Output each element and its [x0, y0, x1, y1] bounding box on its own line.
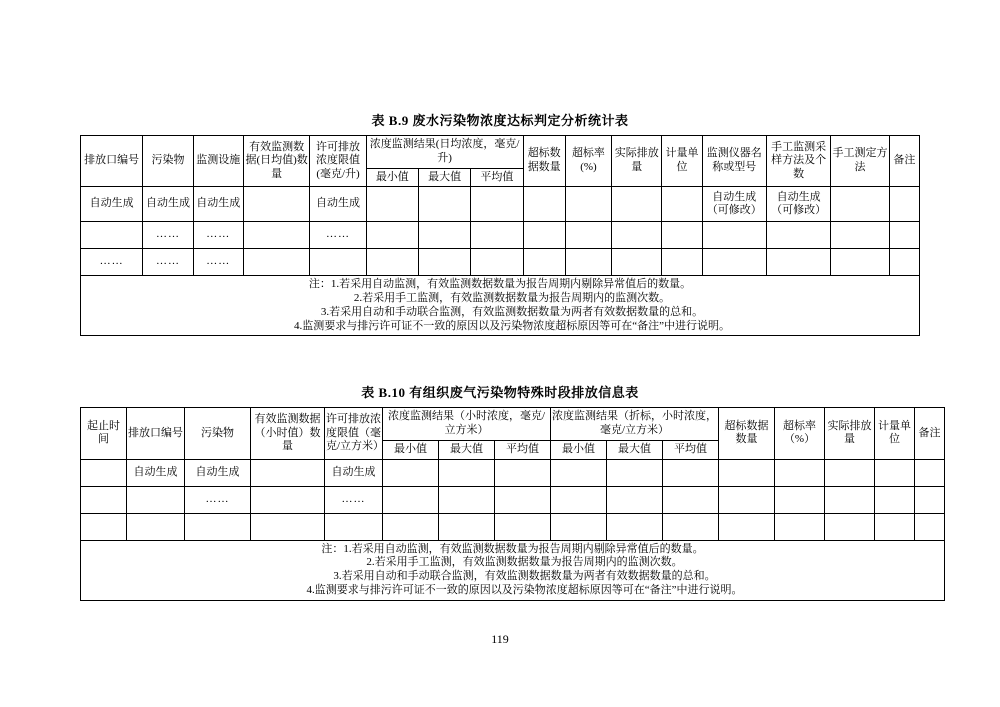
cell-unit[interactable] — [662, 222, 702, 249]
note-line: 3.若采用自动和手动联合监测，有效监测数据数量为两者有效数据数量的总和。 — [333, 570, 716, 582]
cell-min-2[interactable] — [551, 486, 607, 513]
cell-pollutant[interactable]: …… — [143, 249, 193, 276]
table-row — [81, 486, 945, 513]
cell-outlet-no[interactable]: …… — [81, 249, 143, 276]
cell-pollutant[interactable]: 自动生成 — [185, 459, 251, 486]
cell-max-2[interactable] — [607, 513, 663, 540]
th-actual-emission: 实际排放量 — [825, 408, 875, 459]
cell-exceed-count[interactable] — [719, 459, 775, 486]
cell-exceed-rate[interactable] — [775, 486, 825, 513]
table-spacer — [80, 336, 920, 382]
cell-avg[interactable] — [471, 249, 523, 276]
th-outlet-no: 排放口编号 — [127, 408, 185, 459]
cell-facility[interactable]: …… — [193, 222, 243, 249]
cell-exceed-rate[interactable] — [775, 459, 825, 486]
cell-min-2[interactable] — [551, 513, 607, 540]
cell-avg-2[interactable] — [663, 513, 719, 540]
th-unit: 计量单位 — [875, 408, 915, 459]
cell-actual-emission[interactable] — [825, 486, 875, 513]
th-avg-1: 平均值 — [495, 440, 551, 459]
cell-facility[interactable]: …… — [193, 249, 243, 276]
table-b10-notes — [81, 540, 945, 600]
cell-max[interactable] — [418, 222, 470, 249]
cell-instrument[interactable]: 自动生成（可修改） — [702, 187, 766, 222]
th-conc-group: 浓度监测结果(日均浓度，毫克/升) — [366, 136, 523, 169]
cell-max-1[interactable] — [439, 486, 495, 513]
th-conc-group-1: 浓度监测结果（小时浓度，毫克/立方米） — [383, 408, 551, 441]
cell-time-range[interactable] — [81, 459, 127, 486]
cell-avg-1[interactable] — [495, 486, 551, 513]
cell-valid-count[interactable] — [243, 222, 309, 249]
cell-avg[interactable] — [471, 187, 523, 222]
cell-valid-count[interactable] — [243, 187, 309, 222]
th-unit: 计量单位 — [662, 136, 702, 187]
cell-outlet-no[interactable]: 自动生成 — [127, 459, 185, 486]
cell-unit[interactable] — [875, 459, 915, 486]
cell-manual-method[interactable] — [766, 222, 830, 249]
cell-max-2[interactable] — [607, 459, 663, 486]
cell-valid-count[interactable] — [251, 486, 325, 513]
th-exceed-count: 超标数据数量 — [719, 408, 775, 459]
cell-unit[interactable] — [662, 249, 702, 276]
cell-manual-method[interactable] — [766, 249, 830, 276]
cell-outlet-no[interactable]: 自动生成 — [81, 187, 143, 222]
table-row — [81, 513, 945, 540]
th-facility: 监测设施 — [193, 136, 243, 187]
cell-permit-limit[interactable] — [310, 249, 366, 276]
cell-min-2[interactable] — [551, 459, 607, 486]
cell-max-1[interactable] — [439, 459, 495, 486]
th-max-2: 最大值 — [607, 440, 663, 459]
table-b9-notes-row — [81, 276, 920, 336]
cell-exceed-count[interactable] — [719, 513, 775, 540]
th-exceed-count: 超标数据数量 — [523, 136, 565, 187]
th-instrument: 监测仪器名称或型号 — [702, 136, 766, 187]
cell-valid-count[interactable] — [243, 249, 309, 276]
th-pollutant: 污染物 — [185, 408, 251, 459]
note-line: 4.监测要求与排污许可证不一致的原因以及污染物浓度超标原因等可在“备注”中进行说明。 — [293, 319, 730, 332]
cell-permit-limit[interactable]: 自动生成 — [310, 187, 366, 222]
th-avg: 平均值 — [471, 168, 523, 187]
table-b9-notes — [81, 276, 920, 336]
cell-exceed-count[interactable] — [523, 187, 565, 222]
cell-exceed-rate[interactable] — [565, 222, 611, 249]
cell-exceed-rate[interactable] — [565, 187, 611, 222]
page-number: 119 — [491, 632, 509, 646]
th-exceed-rate: 超标率(%) — [565, 136, 611, 187]
cell-pollutant[interactable]: 自动生成 — [143, 187, 193, 222]
cell-actual-emission[interactable] — [825, 513, 875, 540]
table-row — [81, 249, 920, 276]
cell-permit-limit[interactable]: …… — [325, 486, 383, 513]
th-exceed-rate: 超标率（%） — [775, 408, 825, 459]
cell-avg-2[interactable] — [663, 486, 719, 513]
th-manual-determination: 手工测定方法 — [831, 136, 889, 187]
cell-pollutant[interactable]: …… — [143, 222, 193, 249]
table-b10-title: 表 B.10 有组织废气污染物特殊时段排放信息表 — [361, 385, 639, 401]
cell-unit[interactable] — [662, 187, 702, 222]
th-manual-method: 手工监测采样方法及个数 — [766, 136, 830, 187]
cell-manual-determination[interactable] — [831, 222, 889, 249]
th-max: 最大值 — [418, 168, 470, 187]
cell-valid-count[interactable] — [251, 459, 325, 486]
note-line: 注：1.若采用自动监测，有效监测数据数量为报告周期内剔除异常值后的数量。 — [308, 278, 692, 291]
cell-facility[interactable]: 自动生成 — [193, 187, 243, 222]
th-valid-count: 有效监测数据(日均值)数量 — [243, 136, 309, 187]
cell-instrument[interactable] — [702, 222, 766, 249]
cell-remark[interactable] — [915, 486, 945, 513]
table-b9 — [80, 135, 920, 336]
table-row — [81, 459, 945, 486]
th-valid-count: 有效监测数据（小时值）数量 — [251, 408, 325, 459]
cell-min-1[interactable] — [383, 486, 439, 513]
table-b9-title: 表 B.9 废水污染物浓度达标判定分析统计表 — [371, 113, 629, 128]
th-min: 最小值 — [366, 168, 418, 187]
cell-permit-limit[interactable] — [325, 513, 383, 540]
note-line: 注：1.若采用自动监测，有效监测数据数量为报告周期内剔除异常值后的数量。 — [321, 542, 704, 555]
note-line: 3.若采用自动和手动联合监测，有效监测数据数量为两者有效数据数量的总和。 — [320, 305, 704, 318]
th-outlet-no: 排放口编号 — [81, 136, 143, 187]
cell-remark[interactable] — [889, 222, 919, 249]
cell-min-1[interactable] — [383, 459, 439, 486]
cell-actual-emission[interactable] — [612, 222, 662, 249]
cell-avg-1[interactable] — [495, 513, 551, 540]
cell-instrument[interactable] — [702, 249, 766, 276]
th-remark: 备注 — [889, 136, 919, 187]
table-row — [81, 187, 920, 222]
cell-max[interactable] — [418, 249, 470, 276]
note-line: 2.若采用手工监测，有效监测数据数量为报告周期内的监测次数。 — [353, 292, 671, 304]
cell-unit[interactable] — [875, 486, 915, 513]
cell-pollutant[interactable] — [185, 513, 251, 540]
cell-outlet-no[interactable] — [127, 486, 185, 513]
cell-permit-limit[interactable]: …… — [310, 222, 366, 249]
cell-permit-limit[interactable]: 自动生成 — [325, 459, 383, 486]
th-permit-limit: 许可排放浓度限值(毫克/升) — [310, 136, 366, 187]
cell-exceed-count[interactable] — [719, 486, 775, 513]
cell-min[interactable] — [366, 187, 418, 222]
cell-max-1[interactable] — [439, 513, 495, 540]
cell-actual-emission[interactable] — [612, 187, 662, 222]
cell-min[interactable] — [366, 249, 418, 276]
table-b10-notes-row — [81, 540, 945, 600]
table-row — [81, 222, 920, 249]
cell-valid-count[interactable] — [251, 513, 325, 540]
cell-actual-emission[interactable] — [612, 249, 662, 276]
cell-exceed-count[interactable] — [523, 222, 565, 249]
th-pollutant: 污染物 — [143, 136, 193, 187]
cell-exceed-rate[interactable] — [565, 249, 611, 276]
cell-remark[interactable] — [889, 249, 919, 276]
table-b10 — [80, 407, 945, 600]
cell-time-range[interactable] — [81, 486, 127, 513]
cell-exceed-rate[interactable] — [775, 513, 825, 540]
cell-manual-method[interactable]: 自动生成（可修改） — [766, 187, 830, 222]
cell-actual-emission[interactable] — [825, 459, 875, 486]
th-time-range: 起止时间 — [81, 408, 127, 459]
note-line: 2.若采用手工监测，有效监测数据数量为报告周期内的监测次数。 — [366, 556, 683, 569]
th-avg-2: 平均值 — [663, 440, 719, 459]
th-conc-group-2: 浓度监测结果（折标，小时浓度，毫克/立方米） — [551, 408, 719, 441]
cell-unit[interactable] — [875, 513, 915, 540]
cell-remark[interactable] — [915, 513, 945, 540]
cell-time-range[interactable] — [81, 513, 127, 540]
th-actual-emission: 实际排放量 — [612, 136, 662, 187]
cell-avg[interactable] — [471, 222, 523, 249]
cell-outlet-no[interactable] — [81, 222, 143, 249]
cell-outlet-no[interactable] — [127, 513, 185, 540]
th-max-1: 最大值 — [439, 440, 495, 459]
cell-avg-1[interactable] — [495, 459, 551, 486]
cell-min-1[interactable] — [383, 513, 439, 540]
cell-max[interactable] — [418, 187, 470, 222]
cell-max-2[interactable] — [607, 486, 663, 513]
cell-remark[interactable] — [915, 459, 945, 486]
cell-manual-determination[interactable] — [831, 249, 889, 276]
cell-avg-2[interactable] — [663, 459, 719, 486]
th-remark: 备注 — [915, 408, 945, 459]
th-min-2: 最小值 — [551, 440, 607, 459]
cell-pollutant[interactable]: …… — [185, 486, 251, 513]
th-permit-limit: 许可排放浓度限值（毫克/立方米） — [325, 408, 383, 459]
cell-min[interactable] — [366, 222, 418, 249]
note-line: 4.监测要求与排污许可证不一致的原因以及污染物浓度超标原因等可在“备注”中进行说明。 — [306, 583, 743, 596]
cell-remark[interactable] — [889, 187, 919, 222]
cell-exceed-count[interactable] — [523, 249, 565, 276]
page-content — [80, 110, 941, 601]
th-min-1: 最小值 — [383, 440, 439, 459]
cell-manual-determination[interactable] — [831, 187, 889, 222]
